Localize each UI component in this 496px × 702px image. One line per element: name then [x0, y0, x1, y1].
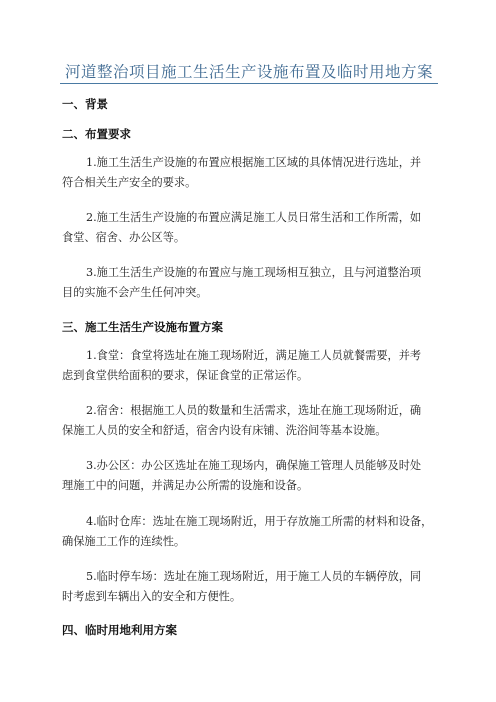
paragraph-line: 4.临时仓库：选址在施工现场附近，用于存放施工所需的材料和设备， — [86, 515, 433, 528]
paragraph — [62, 512, 442, 551]
paragraph — [62, 567, 442, 606]
paragraph-line: 1.食堂：食堂将选址在施工现场附近，满足施工人员就餐需要，并考 — [86, 349, 422, 362]
document-title: 河道整治项目施工生活生产设施布置及临时用地方案 — [64, 63, 433, 81]
paragraph-line: 2.宿舍：根据施工人员的数量和生活需求，选址在施工现场附近，确 — [86, 404, 422, 417]
paragraph-line: 1.施工生活生产设施的布置应根据施工区域的具体情况进行选址，并 — [86, 156, 422, 169]
paragraph-line: 3.办公区：办公区选址在施工现场内，确保施工管理人员能够及时处 — [86, 459, 422, 472]
section-heading-temporary-land-use: 四、临时用地利用方案 — [62, 623, 177, 637]
paragraph-line: 3.施工生活生产设施的布置应与施工现场相互独立，且与河道整治项 — [86, 266, 422, 279]
paragraph-line: 2.施工生活生产设施的布置应满足施工人员日常生活和工作所需，如 — [86, 211, 422, 224]
paragraph-line: 目的实施不会产生任何冲突。 — [62, 285, 208, 299]
paragraph-line: 时考虑到车辆出入的安全和方便性。 — [62, 589, 242, 603]
paragraph — [62, 401, 442, 440]
paragraph-line: 确保施工工作的连续性。 — [62, 534, 186, 548]
paragraph — [62, 456, 442, 495]
paragraph — [62, 153, 442, 192]
paragraph-line: 食堂、宿舍、办公区等。 — [62, 230, 186, 244]
section-heading-facility-layout: 三、施工生活生产设施布置方案 — [62, 320, 223, 334]
paragraph-line: 符合相关生产安全的要求。 — [62, 175, 197, 189]
paragraph — [62, 208, 442, 247]
title-underline — [60, 83, 438, 84]
paragraph-line: 理施工中的问题，并满足办公所需的设施和设备。 — [62, 478, 309, 492]
paragraph — [62, 263, 442, 302]
paragraph-line: 5.临时停车场：选址在施工现场附近，用于施工人员的车辆停放，同 — [86, 570, 422, 583]
section-heading-background: 一、背景 — [62, 97, 108, 111]
section-heading-layout-requirements: 二、布置要求 — [62, 127, 131, 141]
paragraph — [62, 346, 442, 385]
paragraph-line: 保施工人员的安全和舒适，宿舍内设有床铺、洗浴间等基本设施。 — [62, 423, 387, 437]
paragraph-line: 虑到食堂供给面积的要求，保证食堂的正常运作。 — [62, 368, 309, 382]
